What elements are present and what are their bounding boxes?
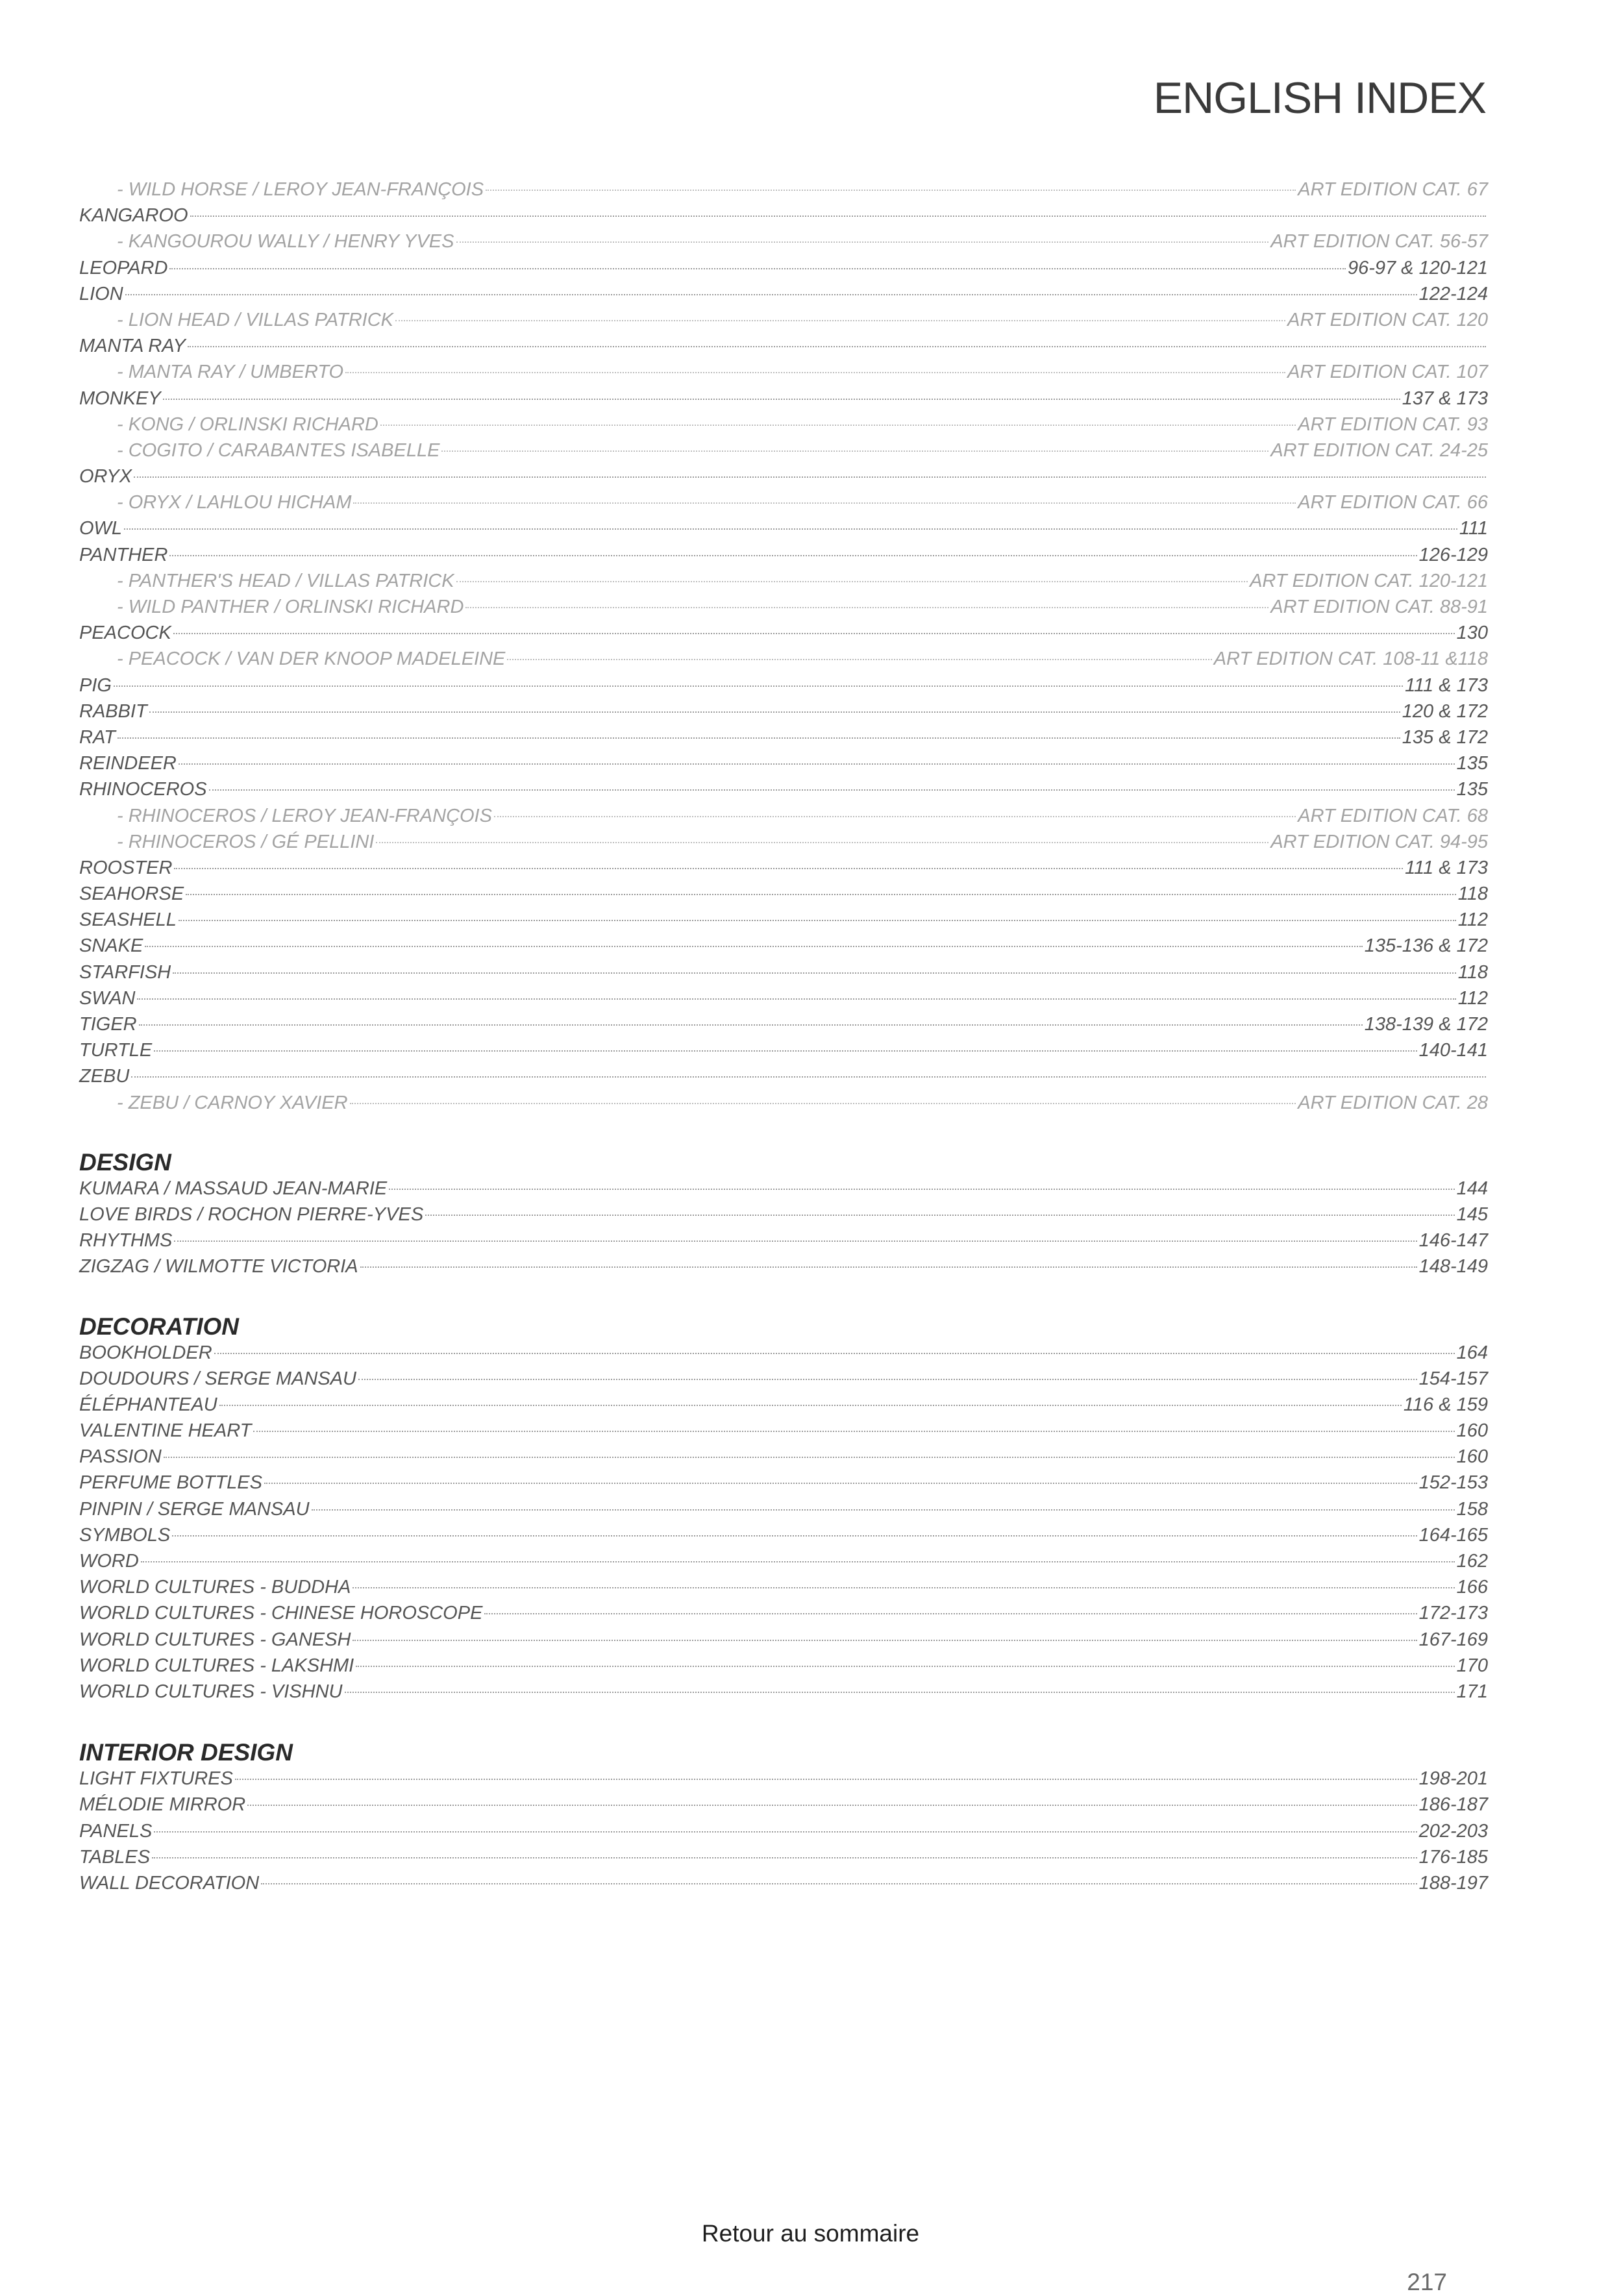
index-entry-page: 135 [1456, 753, 1488, 774]
index-entry-page: 188-197 [1418, 1872, 1488, 1894]
index-entry-page: ART EDITION CAT. 93 [1298, 414, 1488, 435]
index-entry [79, 255, 1488, 281]
index-entry-label: - RHINOCEROS / GÉ PELLINI [117, 831, 375, 852]
index-entry-page: 111 & 173 [1405, 857, 1488, 878]
index-entry-label: WALL DECORATION [79, 1872, 260, 1894]
index-entry [79, 1548, 1488, 1574]
index-entry-label: RAT [79, 726, 116, 748]
index-entry-page: 162 [1456, 1551, 1488, 1572]
index-entry-page: 154-157 [1418, 1368, 1488, 1389]
index-entry-label: - PEACOCK / VAN DER KNOOP MADELEINE [117, 648, 506, 670]
index-entry-page: 120 & 172 [1402, 700, 1488, 722]
index-entry [79, 1627, 1488, 1653]
index-entry-label: RHYTHMS [79, 1230, 173, 1252]
index-entry-label: REINDEER [79, 753, 177, 774]
index-entry-page: 171 [1456, 1681, 1488, 1702]
index-entry-page: 118 [1457, 961, 1488, 983]
design-index-list [79, 1176, 1488, 1280]
dot-leader [353, 502, 1296, 504]
index-sub-entry [79, 594, 1488, 620]
dot-leader [169, 268, 1345, 269]
index-entry-label: WORLD CULTURES - GANESH [79, 1629, 351, 1650]
index-entry-page: 135-136 & 172 [1364, 935, 1488, 957]
dot-leader [486, 190, 1296, 191]
index-entry-page: 116 & 159 [1403, 1394, 1488, 1415]
index-entry-page: 167-169 [1418, 1629, 1488, 1650]
index-entry [79, 1766, 1488, 1792]
index-entry-label: RABBIT [79, 700, 147, 722]
index-entry-page: 140-141 [1418, 1040, 1488, 1061]
index-entry-label: WORD [79, 1551, 139, 1572]
dot-leader [253, 1431, 1454, 1432]
index-sub-entry [79, 1090, 1488, 1116]
index-entry [79, 386, 1488, 412]
index-entry-page: ART EDITION CAT. 94-95 [1270, 831, 1488, 852]
dot-leader [173, 633, 1455, 634]
dot-leader [353, 1587, 1454, 1588]
index-entry [79, 1496, 1488, 1522]
index-entry-page: 111 & 173 [1405, 674, 1488, 696]
index-entry [79, 1228, 1488, 1253]
index-entry-label: LION [79, 283, 123, 304]
decoration-index-list [79, 1340, 1488, 1705]
index-entry-page: 158 [1456, 1498, 1488, 1520]
index-entry-page: ART EDITION CAT. 66 [1298, 492, 1488, 513]
index-entry-page: ART EDITION CAT. 108-11 &118 [1213, 648, 1488, 670]
index-entry [79, 1470, 1488, 1496]
index-entry-label: MÉLODIE MIRROR [79, 1794, 246, 1816]
index-entry-page: 148-149 [1418, 1256, 1488, 1278]
index-entry-page: 164-165 [1418, 1524, 1488, 1546]
index-entry-label: SNAKE [79, 935, 143, 957]
index-entry-page: 112 [1457, 987, 1488, 1009]
index-entry [79, 542, 1488, 568]
index-entry-label: LEOPARD [79, 257, 168, 278]
index-entry-label: ROOSTER [79, 857, 173, 878]
dot-leader [124, 528, 1457, 530]
index-entry-label: KANGAROO [79, 205, 188, 227]
dot-leader [149, 711, 1400, 713]
index-entry-page: 152-153 [1418, 1472, 1488, 1494]
dot-leader [118, 737, 1400, 739]
dot-leader [380, 425, 1296, 426]
dot-leader [358, 1379, 1417, 1380]
index-entry-label: ÉLÉPHANTEAU [79, 1394, 217, 1415]
index-sub-entry [79, 646, 1488, 672]
dot-leader [190, 216, 1486, 217]
dot-leader [441, 451, 1268, 452]
index-entry-page: 170 [1456, 1655, 1488, 1676]
index-entry-label: - COGITO / CARABANTES ISABELLE [117, 439, 440, 461]
index-entry-label: RHINOCEROS [79, 779, 207, 800]
index-entry [79, 1844, 1488, 1870]
page-number: 217 [1407, 2269, 1447, 2295]
index-sub-entry [79, 438, 1488, 463]
index-entry-page: 160 [1456, 1420, 1488, 1442]
dot-leader [350, 1103, 1296, 1104]
dot-leader [484, 1613, 1417, 1614]
index-entry-label: PEACOCK [79, 623, 171, 644]
index-entry-page: 202-203 [1418, 1820, 1488, 1842]
index-entry-label: - ZEBU / CARNOY XAVIER [117, 1092, 348, 1113]
index-entry [79, 1444, 1488, 1470]
dot-leader [125, 294, 1417, 295]
index-entry-page: ART EDITION CAT. 67 [1298, 179, 1488, 200]
dot-leader [345, 372, 1285, 373]
index-entry [79, 855, 1488, 881]
index-entry [79, 1366, 1488, 1392]
dot-leader [134, 476, 1486, 478]
index-entry-page: 164 [1456, 1342, 1488, 1363]
index-sub-entry [79, 177, 1488, 203]
index-entry-label: SWAN [79, 987, 136, 1009]
index-entry-page: 112 [1457, 909, 1488, 931]
dot-leader [131, 1076, 1486, 1078]
index-entry [79, 1574, 1488, 1600]
index-entry-label: PIG [79, 674, 112, 696]
index-entry-label: LOVE BIRDS / ROCHON PIERRE-YVES [79, 1204, 424, 1225]
dot-leader [174, 1241, 1417, 1242]
section-spacer [79, 1116, 1488, 1150]
index-entry-label: WORLD CULTURES - LAKSHMI [79, 1655, 354, 1676]
index-entry-label: PERFUME BOTTLES [79, 1472, 262, 1494]
index-entry [79, 985, 1488, 1011]
index-entry-label: TIGER [79, 1014, 137, 1035]
index-entry [79, 463, 1488, 489]
index-entry [79, 1202, 1488, 1228]
index-entry-page: 146-147 [1418, 1230, 1488, 1252]
index-entry-page: 166 [1456, 1577, 1488, 1598]
index-entry-label: DOUDOURS / SERGE MANSAU [79, 1368, 356, 1389]
index-entry-label: PANTHER [79, 544, 168, 565]
index-entry-label: WORLD CULTURES - VISHNU [79, 1681, 343, 1702]
index-entry-label: TABLES [79, 1846, 151, 1868]
index-entry [79, 933, 1488, 959]
index-entry-page: 135 [1456, 779, 1488, 800]
index-entry-page: 176-185 [1418, 1846, 1488, 1868]
index-entry-label: SEAHORSE [79, 883, 184, 905]
index-entry-label: TURTLE [79, 1040, 153, 1061]
back-to-contents-link[interactable]: Retour au sommaire [701, 2220, 920, 2247]
index-entry [79, 698, 1488, 724]
index-entry [79, 1176, 1488, 1202]
index-entry-page: 137 & 173 [1402, 388, 1488, 409]
dot-leader [173, 972, 1456, 974]
index-entry-page: 172-173 [1418, 1603, 1488, 1624]
dot-leader [235, 1779, 1417, 1780]
index-entry-label: SYMBOLS [79, 1524, 171, 1546]
index-entry-page: 122-124 [1418, 283, 1488, 304]
dot-leader [154, 1050, 1417, 1052]
section-spacer [79, 1705, 1488, 1740]
index-entry [79, 750, 1488, 776]
design-heading: DESIGN [79, 1148, 171, 1176]
index-entry [79, 1392, 1488, 1418]
index-entry-page: 135 & 172 [1402, 726, 1488, 748]
interior-design-heading: INTERIOR DESIGN [79, 1739, 293, 1766]
index-entry [79, 1011, 1488, 1037]
index-sub-entry [79, 829, 1488, 855]
index-entry-page: 111 [1459, 518, 1488, 539]
index-entry [79, 907, 1488, 933]
index-entry [79, 1870, 1488, 1896]
dot-leader [214, 1353, 1455, 1354]
index-content [79, 177, 1488, 1896]
index-sub-entry [79, 803, 1488, 829]
dot-leader [114, 685, 1403, 687]
index-entry [79, 1522, 1488, 1548]
index-entry-page: ART EDITION CAT. 107 [1287, 362, 1488, 383]
index-entry [79, 1600, 1488, 1626]
index-entry-label: PINPIN / SERGE MANSAU [79, 1498, 310, 1520]
index-entry-label: BOOKHOLDER [79, 1342, 212, 1363]
dot-leader [261, 1883, 1417, 1884]
index-entry [79, 1063, 1488, 1089]
index-sub-entry [79, 228, 1488, 254]
index-entry-label: OWL [79, 518, 123, 539]
dot-leader [145, 946, 1362, 947]
dot-leader [360, 1266, 1417, 1268]
dot-leader [172, 1535, 1417, 1537]
dot-leader [152, 1857, 1417, 1858]
index-entry-label: - LION HEAD / VILLAS PATRICK [117, 309, 393, 330]
section-spacer [79, 1280, 1488, 1314]
dot-leader [209, 789, 1455, 791]
dot-leader [312, 1509, 1455, 1511]
index-entry [79, 1679, 1488, 1705]
index-entry [79, 620, 1488, 646]
index-entry-label: - KONG / ORLINSKI RICHARD [117, 414, 378, 435]
interior-design-index-list [79, 1766, 1488, 1896]
index-entry [79, 1037, 1488, 1063]
index-entry-page: 138-139 & 172 [1364, 1014, 1488, 1035]
index-entry [79, 1818, 1488, 1844]
index-entry-label: - WILD HORSE / LEROY JEAN-FRANÇOIS [117, 179, 484, 200]
dot-leader [456, 581, 1248, 582]
index-entry-page: ART EDITION CAT. 120 [1287, 309, 1488, 330]
dot-leader [163, 399, 1400, 400]
index-entry-label: ZIGZAG / WILMOTTE VICTORIA [79, 1256, 358, 1278]
index-entry-label: ORYX [79, 466, 132, 488]
dot-leader [169, 555, 1417, 556]
index-entry-page: 198-201 [1418, 1768, 1488, 1790]
page-title: ENGLISH INDEX [1153, 73, 1486, 123]
index-entry-label: WORLD CULTURES - CHINESE HOROSCOPE [79, 1603, 483, 1624]
index-entry-page: ART EDITION CAT. 120-121 [1250, 570, 1488, 591]
dot-leader [174, 868, 1403, 869]
dot-leader [164, 1457, 1455, 1458]
dot-leader [456, 241, 1269, 243]
index-entry [79, 673, 1488, 698]
index-entry-label: - PANTHER'S HEAD / VILLAS PATRICK [117, 570, 454, 591]
index-entry-page: 160 [1456, 1446, 1488, 1468]
index-entry [79, 333, 1488, 359]
index-entry-page: ART EDITION CAT. 88-91 [1270, 597, 1488, 617]
index-sub-entry [79, 489, 1488, 515]
dot-leader [188, 346, 1486, 347]
index-entry-label: LIGHT FIXTURES [79, 1768, 233, 1790]
index-entry [79, 1418, 1488, 1444]
index-entry-page: 96-97 & 120-121 [1347, 257, 1488, 278]
decoration-heading: DECORATION [79, 1313, 239, 1340]
animals-index-list [79, 177, 1488, 1116]
dot-leader [389, 1189, 1454, 1190]
index-sub-entry [79, 359, 1488, 385]
index-entry [79, 724, 1488, 750]
index-entry-page: ART EDITION CAT. 56-57 [1270, 231, 1488, 253]
index-entry [79, 281, 1488, 307]
dot-leader [219, 1405, 1402, 1406]
index-entry-page: 186-187 [1418, 1794, 1488, 1816]
index-sub-entry [79, 412, 1488, 438]
dot-leader [179, 920, 1456, 921]
dot-leader [376, 842, 1268, 843]
index-entry-label: ZEBU [79, 1066, 130, 1087]
dot-leader [494, 816, 1296, 817]
index-entry-page: 126-129 [1418, 544, 1488, 565]
index-entry [79, 776, 1488, 802]
dot-leader [353, 1640, 1417, 1641]
index-entry-label: VALENTINE HEART [79, 1420, 252, 1442]
index-entry-label: PASSION [79, 1446, 162, 1468]
index-entry-page: ART EDITION CAT. 68 [1298, 805, 1488, 826]
index-entry-page: ART EDITION CAT. 24-25 [1270, 439, 1488, 461]
dot-leader [247, 1805, 1417, 1806]
index-entry-label: KUMARA / MASSAUD JEAN-MARIE [79, 1178, 388, 1199]
index-entry-label: - WILD PANTHER / ORLINSKI RICHARD [117, 597, 464, 617]
index-entry-page: ART EDITION CAT. 28 [1298, 1092, 1488, 1113]
index-entry [79, 959, 1488, 985]
index-entry-label: - KANGOUROU WALLY / HENRY YVES [117, 231, 454, 253]
dot-leader [345, 1692, 1455, 1693]
index-entry [79, 1253, 1488, 1279]
index-entry-label: PANELS [79, 1820, 153, 1842]
dot-leader [179, 763, 1455, 765]
index-entry [79, 1653, 1488, 1679]
index-entry [79, 1792, 1488, 1818]
index-entry-label: - MANTA RAY / UMBERTO [117, 362, 344, 383]
index-entry-page: 118 [1457, 883, 1488, 905]
index-entry [79, 881, 1488, 907]
dot-leader [141, 1561, 1455, 1562]
index-entry-label: MONKEY [79, 388, 161, 409]
dot-leader [186, 894, 1456, 895]
dot-leader [425, 1215, 1454, 1216]
dot-leader [264, 1483, 1417, 1484]
index-entry-label: SEASHELL [79, 909, 177, 931]
index-entry-label: MANTA RAY [79, 336, 186, 357]
index-entry-label: - ORYX / LAHLOU HICHAM [117, 492, 352, 513]
index-sub-entry [79, 307, 1488, 333]
index-entry-label: WORLD CULTURES - BUDDHA [79, 1577, 351, 1598]
dot-leader [139, 1024, 1363, 1026]
dot-leader [507, 659, 1211, 660]
dot-leader [395, 320, 1285, 321]
index-sub-entry [79, 568, 1488, 594]
index-entry [79, 1340, 1488, 1366]
dot-leader [137, 998, 1455, 1000]
index-entry-page: 145 [1456, 1204, 1488, 1225]
dot-leader [465, 607, 1268, 608]
index-entry-label: - RHINOCEROS / LEROY JEAN-FRANÇOIS [117, 805, 492, 826]
dot-leader [154, 1831, 1417, 1833]
index-entry-page: 130 [1456, 623, 1488, 644]
index-entry-page: 144 [1456, 1178, 1488, 1199]
index-entry [79, 515, 1488, 541]
index-entry-label: STARFISH [79, 961, 171, 983]
dot-leader [356, 1666, 1454, 1667]
index-entry [79, 203, 1488, 228]
